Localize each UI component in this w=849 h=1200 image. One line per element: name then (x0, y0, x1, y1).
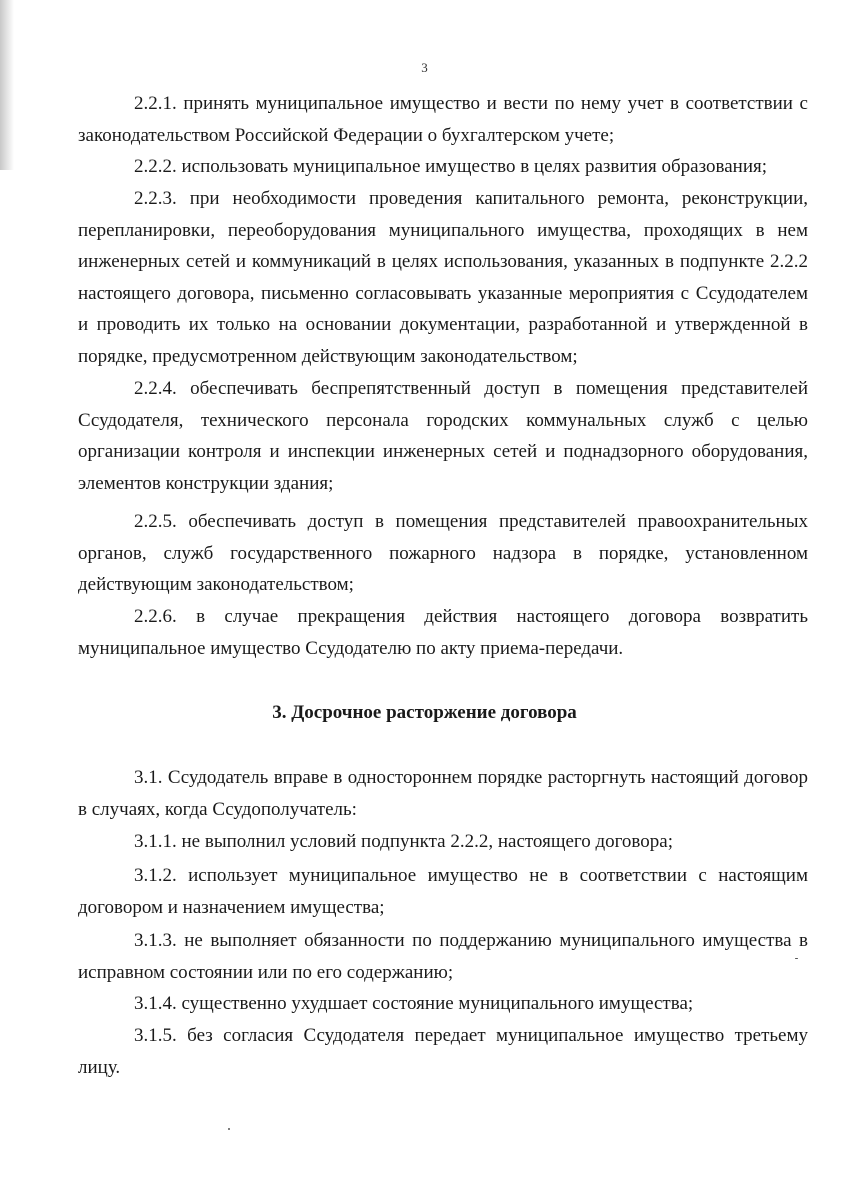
clause-2-2-5: 2.2.5. обеспечивать доступ в помещения представителей правоохранительных органов, служб государственного пожарного надзора в порядке, установленном действующим законодательством; (78, 511, 808, 595)
clause-2-2-3: 2.2.3. при необходимости проведения капитального ремонта, реконструкции, перепланировки, переоборудования муниципального имущества, проходящих в нем инженерных сетей и коммуникаций в целях использования, указанных в подпункте 2.2.2 настоящего договора, письменно согласовывать указанные мероприятия с Ссудодателем и проводить их только на основании документации, разработанной и утвержденной в порядке, предусмотренном действующим законодательством; (78, 188, 808, 367)
clause-3-1-1: 3.1.1. не выполнил условий подпункта 2.2.2, настоящего договора; (134, 831, 673, 852)
clause-3-1-4: 3.1.4. существенно ухудшает состояние муниципального имущества; (134, 993, 694, 1014)
clause-2-2-4: 2.2.4. обеспечивать беспрепятственный доступ в помещения представителей Ссудодателя, технического персонала городских коммунальных служб с целью организации контроля и инспекции инженерных сетей и поднадзорного оборудования, элементов конструкции здания; (78, 378, 808, 494)
clause-2-2-6: 2.2.6. в случае прекращения действия настоящего договора возвратить муниципальное имущество Ссудодателю по акту приема-передачи. (78, 606, 808, 659)
scan-speck (228, 1128, 230, 1130)
clause-2-2-2: 2.2.2. использовать муниципальное имущество в целях развития образования; (134, 156, 768, 177)
clause-3-1-3: 3.1.3. не выполняет обязанности по поддержанию муниципального имущества в исправном состоянии или по его содержанию; (78, 930, 808, 983)
clause-2-2-1: 2.2.1. принять муниципальное имущество и вести по нему учет в соответствии с законодательством Российской Федерации о бухгалтерском учете; (78, 93, 808, 146)
clause-3-1-2: 3.1.2. использует муниципальное имущество не в соответствии с настоящим договором и назначением имущества; (78, 865, 808, 918)
page-number: 3 (421, 60, 428, 75)
scan-edge-shadow (0, 0, 14, 170)
section-3-heading: 3. Досрочное расторжение договора (272, 702, 577, 723)
clause-3-1-5: 3.1.5. без согласия Ссудодателя передает муниципальное имущество третьему лицу. (78, 1025, 808, 1078)
clause-3-1: 3.1. Ссудодатель вправе в одностороннем порядке расторгнуть настоящий договор в случаях, когда Ссудополучатель: (78, 767, 808, 820)
scan-speck (795, 958, 798, 959)
